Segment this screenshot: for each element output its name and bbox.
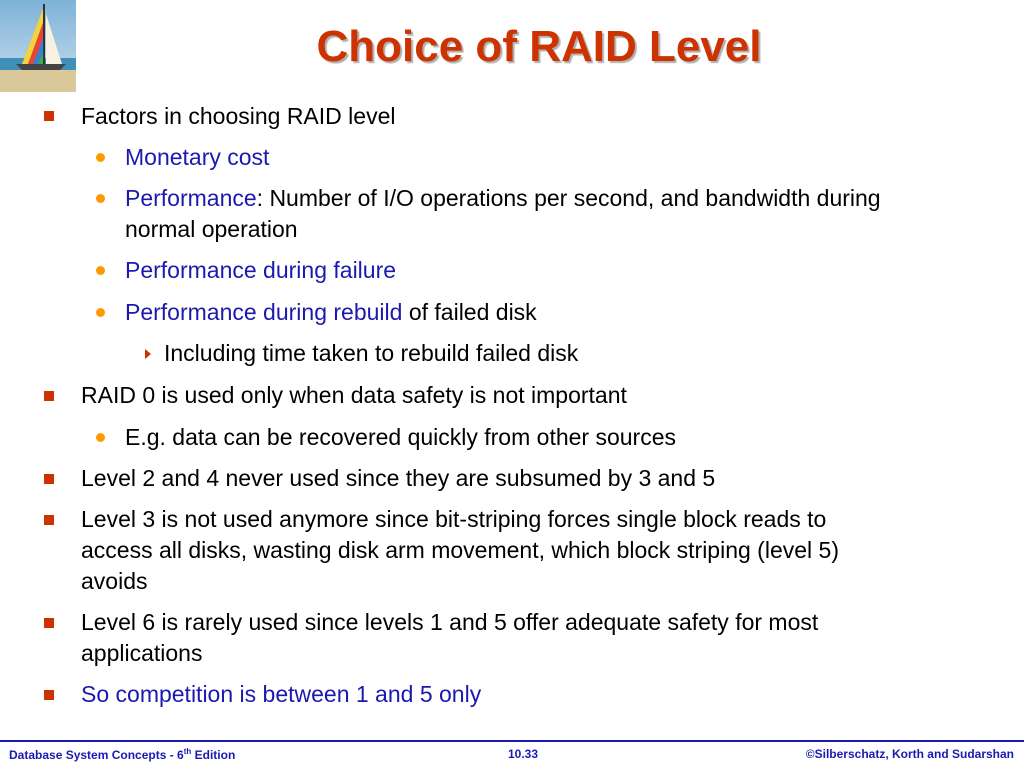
bullet-competition: So competition is between 1 and 5 only: [81, 681, 482, 707]
slide-title: Choice of RAID Level: [316, 22, 762, 71]
sub-sub-bullet-rebuild-time: Including time taken to rebuild failed disk: [164, 340, 579, 366]
bullet-level3-line1: Level 3 is not used anymore since bit-striping forces single block reads to: [81, 506, 827, 532]
square-bullet-icon: [44, 474, 54, 484]
footer-divider: [0, 740, 1024, 742]
dot-bullet-icon: [96, 308, 105, 317]
square-bullet-icon: [44, 391, 54, 401]
sub-bullet-performance-rebuild: [125, 297, 985, 328]
footer-slide-number: 10.33: [508, 747, 539, 761]
footer-edition-suffix: th: [183, 747, 192, 756]
sub-bullet-performance-failure: Performance during failure: [125, 257, 397, 283]
bullet-factors: Factors in choosing RAID level: [81, 103, 396, 129]
sub-bullet-performance: [125, 183, 985, 214]
sub-bullet-performance-continued: normal operation: [125, 216, 298, 242]
bullet-level2-4: Level 2 and 4 never used since they are subsumed by 3 and 5: [81, 465, 716, 491]
dot-bullet-icon: [96, 194, 105, 203]
square-bullet-icon: [44, 515, 54, 525]
bullet-level6-line1: Level 6 is rarely used since levels 1 and 5 offer adequate safety for most: [81, 609, 819, 635]
performance-term: Performance: [125, 185, 257, 211]
dot-bullet-icon: [96, 153, 105, 162]
triangle-bullet-icon: [145, 349, 151, 359]
sub-bullet-monetary-cost: Monetary cost: [125, 144, 270, 170]
square-bullet-icon: [44, 690, 54, 700]
bullet-level6-line2: applications: [81, 640, 203, 666]
dot-bullet-icon: [96, 266, 105, 275]
square-bullet-icon: [44, 618, 54, 628]
dot-bullet-icon: [96, 433, 105, 442]
bullet-raid0: RAID 0 is used only when data safety is not important: [81, 382, 627, 408]
bullet-level3-line3: avoids: [81, 568, 148, 594]
performance-rebuild-term: Performance during rebuild: [125, 299, 403, 325]
bullet-level3-line2: access all disks, wasting disk arm movement, which block striping (level 5): [81, 537, 839, 563]
performance-rebuild-rest: of failed disk: [402, 299, 537, 325]
footer-book-title-prefix: Database System Concepts - 6: [9, 748, 184, 762]
square-bullet-icon: [44, 111, 54, 121]
footer-book-title-suffix: Edition: [191, 748, 236, 762]
sub-bullet-data-recovered: E.g. data can be recovered quickly from other sources: [125, 424, 677, 450]
footer-book-title: [9, 747, 235, 762]
performance-definition: : Number of I/O operations per second, and bandwidth during: [256, 185, 881, 211]
footer-copyright: ©Silberschatz, Korth and Sudarshan: [805, 747, 1014, 761]
